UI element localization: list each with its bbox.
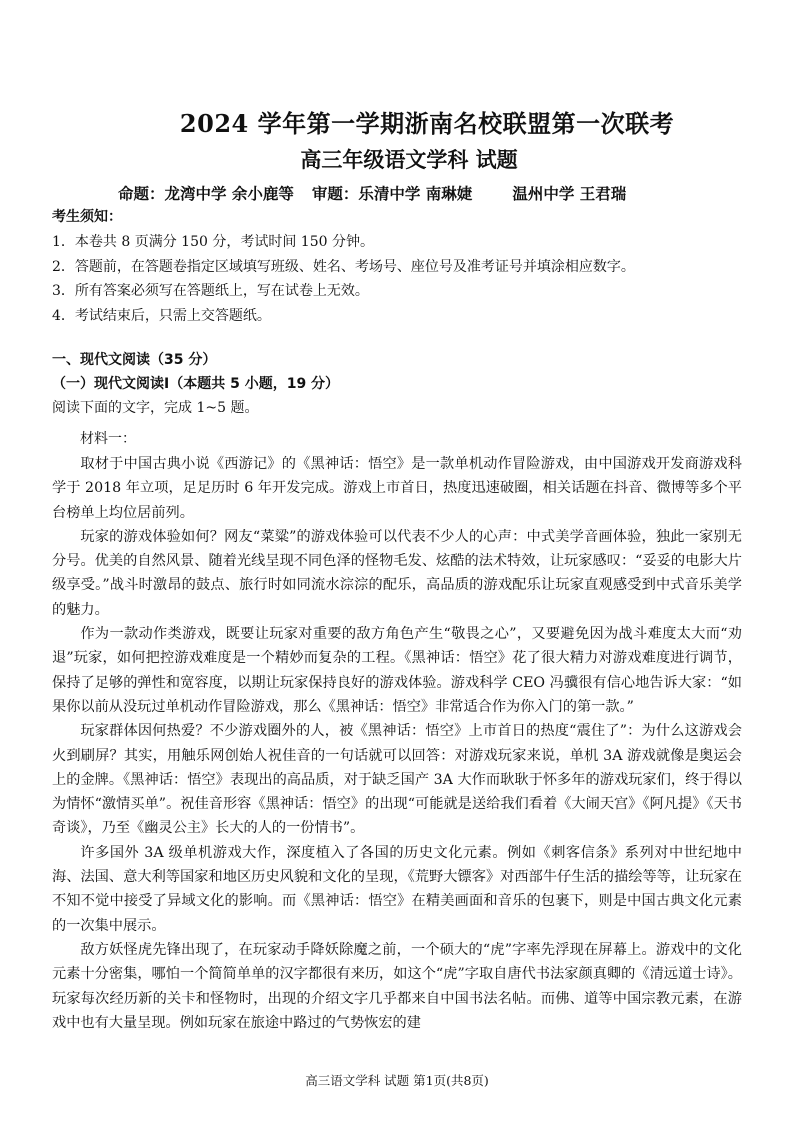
page-footer: 高三语文学科 试题 第1页(共8页) (305, 1073, 489, 1088)
reading-passage (52, 452, 742, 1035)
subsection-heading: （一）现代文阅读Ⅰ（本题共 5 小题，19 分） (52, 376, 340, 392)
authors-line (118, 182, 758, 204)
exam-subtitle: 高三年级语文学科 试题 (300, 147, 518, 172)
notice-item: 1．本卷共 8 页满分 150 分，考试时间 150 分钟。 (52, 234, 374, 250)
passage-paragraph: 许多国外 3A 级单机游戏大作，深度植入了各国的历史文化元素。例如《刺客信条》系列对中世纪地中海、法国、意大利等国家和地区历史风貌和文化的呈现，《荒野大镖客》对西部牛仔生活的描绘等等，让玩家在不知不觉中接受了异域文化的影响。而《黑神话：悟空》在精美画面和音乐的包裹下，则是中国古典文化元素的一次集中展示。 (52, 844, 742, 934)
exam-title: 2024 学年第一学期浙南名校联盟第一次联考 (179, 109, 675, 138)
notice-item: 3．所有答案必须写在答题纸上，写在试卷上无效。 (52, 283, 369, 299)
passage-paragraph: 敌方妖怪虎先锋出现了，在玩家动手降妖除魔之前，一个硕大的“虎”字率先浮现在屏幕上。游戏中的文化元素十分密集，哪怕一个简简单单的汉字都很有来历，如这个“虎”字取自唐代书法家颜真卿的《清远道士诗》。玩家每次经历新的关卡和怪物时，出现的介绍文字几乎都来自中国书法名帖。而佛、道等中国宗教元素，在游戏中也有大量呈现。例如玩家在旅途中路过的气势恢宏的建 (52, 941, 742, 1031)
notice-list (52, 230, 752, 328)
passage-paragraph: 作为一款动作类游戏，既要让玩家对重要的敌方角色产生“敬畏之心”，又要避免因为战斗难度太大而“劝退”玩家，如何把控游戏难度是一个精妙而复杂的工程。《黑神话：悟空》花了很大精力对游戏难度进行调节，保持了足够的弹性和宽容度，以期让玩家保持良好的游戏体验。游戏科学 CEO 冯骥很有信心地告诉大家：“如果你以前从没玩过单机动作冒险游戏，那么《黑神话：悟空》非常适合作为你入门的第一款。” (52, 626, 742, 715)
passage-paragraph: 玩家群体因何热爱？不少游戏圈外的人，被《黑神话：悟空》上市首日的热度“震住了”：为什么这游戏会火到刷屏？其实，用触乐网创始人祝佳音的一句话就可以回答：对游戏玩家来说，单机 3A 游戏就像是奥运会上的金牌。《黑神话：悟空》表现出的高品质，对于缺乏国产 3A 大作而耿耿于怀多年的游戏玩家们，终于得以为情怀“激情买单”。祝佳音形容《黑神话：悟空》的出现“可能就是送给我们看着《大闹天宫》《阿凡提》《天书奇谈》，乃至《幽灵公主》长大的人的一份情书”。 (52, 723, 742, 837)
notice-heading: 考生须知： (52, 209, 122, 225)
passage-paragraph: 取材于中国古典小说《西游记》的《黑神话：悟空》是一款单机动作冒险游戏，由中国游戏开发商游戏科学于 2018 年立项，足足历时 6 年开发完成。游戏上市首日，热度迅速破圈，相关话题在抖音、微博等多个平台榜单上均位居前列。 (52, 456, 742, 521)
material-label: 材料一： (80, 431, 136, 447)
author-reviewer-1: 审题：乐清中学 南琳婕 (311, 185, 473, 203)
author-setter: 命题：龙湾中学 余小鹿等 (118, 185, 294, 203)
section-heading: 一、现代文阅读（35 分） (52, 352, 217, 368)
notice-item: 2．答题前，在答题卷指定区域填写班级、姓名、考场号、座位号及准考证号并填涂相应数字。 (52, 258, 635, 275)
notice-item: 4．考试结束后，只需上交答题纸。 (52, 307, 271, 324)
author-reviewer-2: 温州中学 王君瑞 (512, 185, 627, 203)
reading-instruction: 阅读下面的文字，完成 1~5 题。 (52, 400, 259, 416)
passage-paragraph: 玩家的游戏体验如何？网友“菜粱”的游戏体验可以代表不少人的心声：中式美学音画体验，独此一家别无分号。优美的自然风景、随着光线呈现不同色泽的怪物毛发、炫酷的法术特效，让玩家感叹：“妥妥的电影大片级享受。”战斗时激昂的鼓点、旅行时如同流水淙淙的配乐，高品质的游戏配乐让玩家直观感受到中式音乐美学的魅力。 (52, 528, 742, 618)
